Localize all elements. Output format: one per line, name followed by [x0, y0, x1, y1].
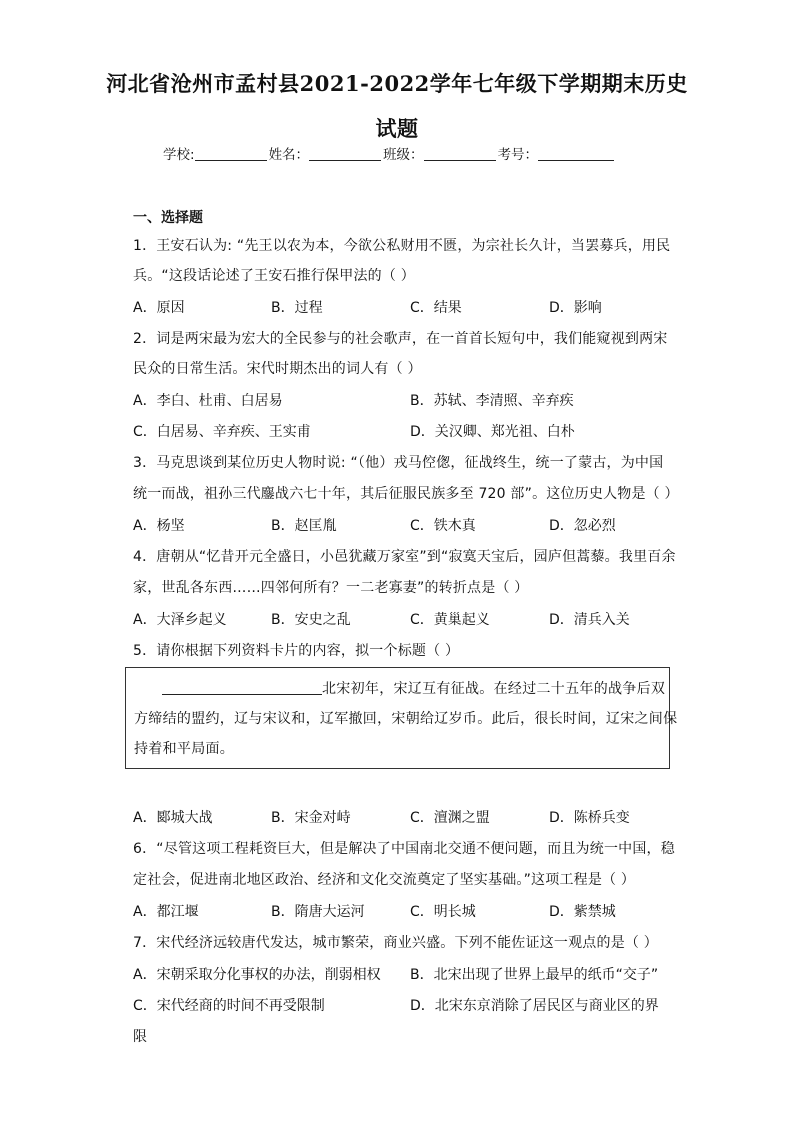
q1-option-c[interactable]: C．结果	[410, 300, 462, 316]
card-line2: 方缔结的盟约，辽与宋议和，辽军撤回，宋朝给辽岁币。此后，很长时间，辽宋之间保	[134, 711, 678, 727]
q4-option-c[interactable]: C．黄巢起义	[410, 612, 490, 628]
q5-line1: 5．请你根据下列资料卡片的内容，拟一个标题（ ）	[133, 643, 460, 659]
q6-line2: 定社会，促进南北地区政治、经济和文化交流奠定了坚实基础。”这项工程是（ ）	[133, 872, 636, 888]
id-blank[interactable]	[538, 146, 614, 161]
q7-option-d-continued: 限	[133, 1029, 148, 1045]
q6-line1: 6．“尽管这项工程耗资巨大，但是解决了中国南北交通不便问题，而且为统一中国，稳	[133, 841, 675, 857]
material-card	[125, 667, 678, 769]
q3-option-d[interactable]: D．忽必烈	[549, 518, 616, 534]
card-text1: 北宋初年，宋辽互有征战。在经过二十五年的战争后双	[322, 681, 666, 697]
q7-option-b[interactable]: B．北宋出现了世界上最早的纸币“交子”	[410, 967, 659, 983]
doc-title-line1: 河北省沧州市孟村县2021-2022学年七年级下学期期末历史	[106, 71, 688, 96]
title-blank[interactable]	[162, 680, 322, 695]
student-info-row	[163, 143, 616, 163]
school-blank[interactable]	[195, 146, 267, 161]
q3-line2: 统一而战，祖孙三代鏖战六七十年，其后征服民族多至 720 部”。这位历史人物是（ ）	[133, 486, 679, 502]
q7-line1: 7．宋代经济远较唐代发达，城市繁荣，商业兴盛。下列不能佐证这一观点的是（ ）	[133, 935, 658, 951]
class-blank[interactable]	[424, 146, 496, 161]
q7-option-a[interactable]: A．宋朝采取分化事权的办法，削弱相权	[133, 967, 381, 983]
card-line3: 持着和平局面。	[134, 741, 235, 757]
q4-line1: 4．唐朝从“忆昔开元全盛日，小邑犹藏万家室”到“寂寞天宝后，园庐但蒿藜。我里百余	[133, 549, 676, 565]
q2-option-b[interactable]: B．苏轼、李清照、辛弃疾	[410, 393, 574, 409]
name-blank[interactable]	[309, 146, 381, 161]
q4-option-a[interactable]: A．大泽乡起义	[133, 612, 227, 628]
q4-option-d[interactable]: D．清兵入关	[549, 612, 630, 628]
section-title: 一、选择题	[133, 210, 203, 226]
q5-option-c[interactable]: C．澶渊之盟	[410, 810, 490, 826]
q5-option-b[interactable]: B．宋金对峙	[271, 810, 351, 826]
q6-option-d[interactable]: D．紫禁城	[549, 904, 616, 920]
q7-option-d[interactable]: D．北宋东京消除了居民区与商业区的界	[410, 998, 659, 1014]
q2-option-d[interactable]: D．关汉卿、郑光祖、白朴	[410, 424, 575, 440]
q3-option-a[interactable]: A．杨坚	[133, 518, 185, 534]
q1-option-a[interactable]: A．原因	[133, 300, 185, 316]
id-label: 考号：	[497, 147, 539, 163]
q7-option-c[interactable]: C．宋代经商的时间不再受限制	[133, 998, 325, 1014]
q2-line1: 2．词是两宋最为宏大的全民参与的社会歌声，在一首首长短句中，我们能窥视到两宋	[133, 331, 668, 347]
doc-title-line2: 试题	[375, 116, 419, 141]
name-label: 姓名：	[268, 147, 310, 163]
q4-option-b[interactable]: B．安史之乱	[271, 612, 351, 628]
q5-option-d[interactable]: D．陈桥兵变	[549, 810, 630, 826]
q3-line1: 3．马克思谈到某位历史人物时说: “（他）戎马倥偬，征战终生，统一了蒙古，为中国	[133, 455, 664, 471]
q2-option-c[interactable]: C．白居易、辛弃疾、王实甫	[133, 424, 311, 440]
card-line1	[134, 678, 665, 698]
q4-line2: 家，世乱各东西……四邻何所有？一二老寡妻”的转折点是（ ）	[133, 580, 529, 596]
q1-line2: 兵。“这段话论述了王安石推行保甲法的（ ）	[133, 268, 415, 284]
q2-option-a[interactable]: A．李白、杜甫、白居易	[133, 393, 283, 409]
q6-option-a[interactable]: A．都江堰	[133, 904, 199, 920]
q5-option-a[interactable]: A．郾城大战	[133, 810, 213, 826]
q6-option-b[interactable]: B．隋唐大运河	[271, 904, 365, 920]
q3-option-b[interactable]: B．赵匡胤	[271, 518, 337, 534]
q1-option-d[interactable]: D．影响	[549, 300, 602, 316]
q1-line1: 1．王安石认为: “先王以农为本，今欲公私财用不匮，为宗社长久计，当罢募兵，用民	[133, 238, 671, 254]
class-label: 班级：	[383, 147, 424, 163]
q2-line2: 民众的日常生活。宋代时期杰出的词人有（ ）	[133, 361, 422, 377]
q1-option-b[interactable]: B．过程	[271, 300, 323, 316]
school-label: 学校:	[163, 147, 195, 163]
q6-option-c[interactable]: C．明长城	[410, 904, 476, 920]
q3-option-c[interactable]: C．铁木真	[410, 518, 476, 534]
